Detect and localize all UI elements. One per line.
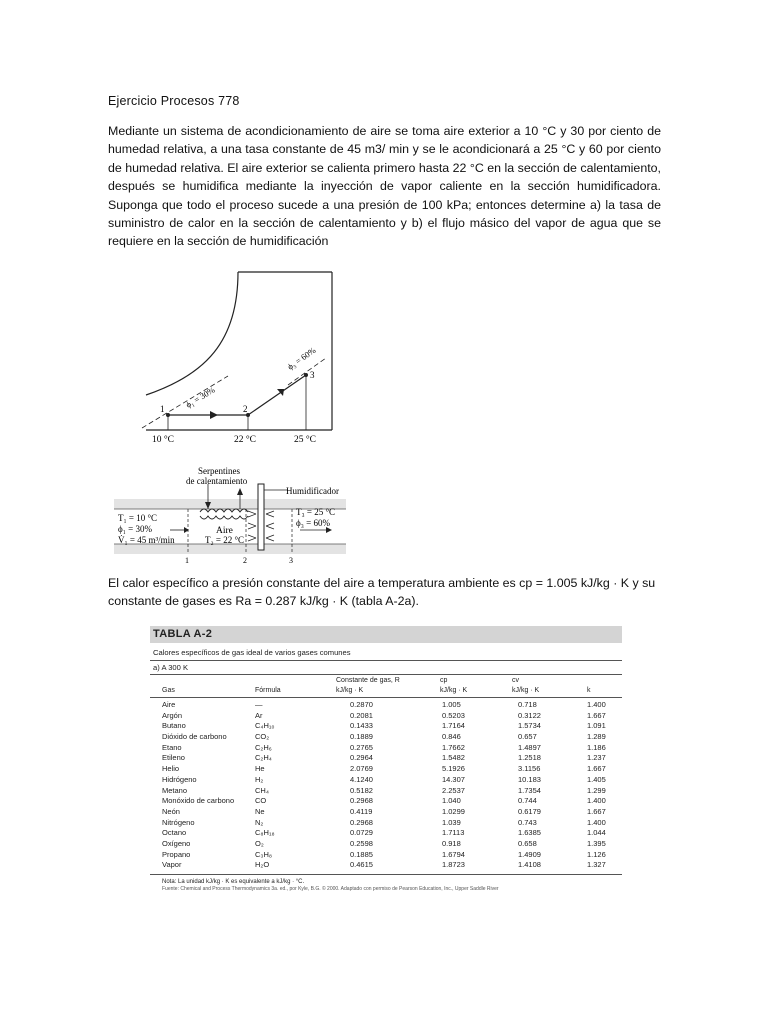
table-source: Fuente: Chemical and Process Thermodynamics 3a. ed., por Kyle, B.G. © 2000. Adaptado con permiso de Pearson Education, Inc., Upper Saddle River — [162, 886, 499, 892]
cell-formula: — — [255, 700, 263, 709]
label-calentamiento: de calentamiento — [186, 476, 248, 486]
cell-formula: CH₄ — [255, 785, 269, 795]
col-formula: Fórmula — [255, 687, 281, 694]
cell-cp: 1.0299 — [442, 806, 465, 816]
humidifier-pipe — [258, 484, 264, 550]
col-gas: Gas — [162, 687, 175, 694]
table-row — [150, 775, 622, 786]
cell-gas: Aire — [162, 700, 176, 709]
table-row — [150, 818, 622, 829]
col-cv-unit: kJ/kg · K — [512, 687, 540, 694]
table-row — [150, 743, 622, 754]
cell-cv: 1.2518 — [518, 753, 541, 763]
cell-cp: 0.846 — [442, 732, 461, 742]
cell-gas: Butano — [162, 721, 186, 731]
table-row — [150, 753, 622, 764]
cell-k: 1.400 — [587, 700, 606, 709]
cell-cp: 1.8723 — [442, 860, 465, 870]
cell-cv: 0.657 — [518, 732, 537, 742]
cell-cv: 0.718 — [518, 700, 537, 709]
cell-formula: C₃H₈ — [255, 849, 272, 859]
col-k: k — [587, 687, 591, 694]
cell-k: 1.667 — [587, 710, 606, 720]
cell-gas: Etileno — [162, 753, 185, 763]
label-humidificador: Humidificador — [286, 486, 339, 496]
cell-k: 1.327 — [587, 860, 606, 870]
cell-formula: H₂O — [255, 860, 270, 870]
cell-k: 1.289 — [587, 732, 606, 742]
label-T1: T₁ = 10 °C — [118, 513, 158, 523]
cell-gas: Etano — [162, 742, 182, 752]
cell-formula: C₂H₆ — [255, 742, 272, 752]
label-point-3: 3 — [310, 370, 315, 380]
table-subtitle: a) A 300 K — [153, 663, 189, 672]
cell-k: 1.186 — [587, 742, 606, 752]
cell-r: 0.2598 — [350, 838, 373, 848]
cell-r: 0.2968 — [350, 796, 373, 806]
cell-k: 1.299 — [587, 785, 606, 795]
exercise-title: Ejercicio Procesos 778 — [108, 94, 240, 108]
cell-cv: 1.7354 — [518, 785, 541, 795]
process-line-humidify — [248, 375, 306, 415]
label-T3: T₃ = 25 °C — [296, 507, 336, 517]
cell-cp: 2.2537 — [442, 785, 465, 795]
cell-formula: N₂ — [255, 817, 264, 827]
cell-cp: 0.5203 — [442, 710, 465, 720]
cell-r: 0.2765 — [350, 742, 373, 752]
table-row — [150, 711, 622, 722]
label-t1: 10 °C — [152, 435, 175, 445]
cell-k: 1.395 — [587, 838, 606, 848]
cell-cp: 1.040 — [442, 796, 461, 806]
cell-formula: C₄H₁₀ — [255, 721, 275, 731]
label-T2: T₂ = 22 °C — [205, 535, 245, 545]
cell-cp: 1.7662 — [442, 742, 465, 752]
cell-gas: Monóxido de carbono — [162, 796, 235, 806]
cell-gas: Argón — [162, 710, 183, 720]
label-point-1: 1 — [160, 404, 165, 414]
table-row — [150, 721, 622, 732]
cell-gas: Nitrógeno — [162, 817, 195, 827]
cell-r: 0.5182 — [350, 785, 373, 795]
cell-cp: 1.7164 — [442, 721, 465, 731]
state-point-3 — [304, 373, 308, 377]
cell-gas: Dióxido de carbono — [162, 732, 227, 742]
table-caption: Calores específicos de gas ideal de varios gases comunes — [153, 648, 351, 657]
cell-cp: 1.005 — [442, 700, 461, 709]
col-cp-unit: kJ/kg · K — [440, 687, 468, 694]
station-3: 3 — [289, 556, 293, 565]
specific-heat-statement: El calor específico a presión constante del aire a temperatura ambiente es cp = 1.005 kJ/kg · K y su constante de gases es Ra = 0.287 kJ/kg · K (tabla A-2a). — [108, 576, 656, 609]
table-row — [150, 850, 622, 861]
cell-cp: 1.039 — [442, 817, 461, 827]
cell-formula: Ar — [255, 710, 263, 720]
label-phi3: ϕ₃ = 60% — [285, 345, 318, 372]
label-serpentines: Serpentines — [198, 466, 240, 476]
cell-k: 1.405 — [587, 774, 606, 784]
cell-cv: 0.6179 — [518, 806, 541, 816]
duct-bottom-wall — [114, 544, 346, 554]
cell-cp: 5.1926 — [442, 764, 465, 774]
label-V1: V̇₁ = 45 m³/min — [118, 535, 175, 545]
table-note: Nota: La unidad kJ/kg · K es equivalente a kJ/kg · °C. — [162, 879, 305, 885]
cell-gas: Oxígeno — [162, 838, 191, 848]
table-row — [150, 796, 622, 807]
cell-r: 2.0769 — [350, 764, 373, 774]
cell-k: 1.400 — [587, 796, 606, 806]
cell-cv: 3.1156 — [518, 764, 541, 774]
saturation-curve — [146, 272, 238, 395]
table-row — [150, 839, 622, 850]
cell-cv: 1.4108 — [518, 860, 541, 870]
cell-cv: 0.744 — [518, 796, 537, 806]
label-phi1: ϕ₁ = 30% — [183, 384, 217, 410]
cell-r: 4.1240 — [350, 774, 373, 784]
cell-cv: 0.743 — [518, 817, 537, 827]
cell-r: 0.4615 — [350, 860, 373, 870]
cell-cv: 10.183 — [518, 774, 541, 784]
cell-cv: 0.658 — [518, 838, 537, 848]
table-row — [150, 807, 622, 818]
station-2: 2 — [243, 556, 247, 565]
cell-gas: Neón — [162, 806, 180, 816]
cell-k: 1.126 — [587, 849, 606, 859]
label-phi1-schematic: ϕ₁ = 30% — [118, 524, 152, 534]
col-R-unit: kJ/kg · K — [336, 687, 364, 694]
cell-cv: 1.5734 — [518, 721, 541, 731]
cell-r: 0.2964 — [350, 753, 373, 763]
cell-cv: 1.4909 — [518, 849, 541, 859]
table-row — [150, 786, 622, 797]
cell-formula: H₂ — [255, 774, 264, 784]
state-point-1 — [166, 413, 170, 417]
heating-coil — [200, 509, 248, 519]
table-row — [150, 764, 622, 775]
cell-k: 1.667 — [587, 806, 606, 816]
cell-cp: 1.7113 — [442, 828, 465, 838]
coil-arrow-out — [237, 488, 243, 495]
cell-cp: 14.307 — [442, 774, 465, 784]
cell-gas: Helio — [162, 764, 180, 774]
cell-cv: 0.3122 — [518, 710, 541, 720]
cell-r: 0.4119 — [350, 806, 373, 816]
cell-r: 0.0729 — [350, 828, 373, 838]
cell-cp: 0.918 — [442, 838, 461, 848]
arrow-heating — [210, 411, 218, 419]
cell-r: 0.1433 — [350, 721, 373, 731]
col-cv-title: cv — [512, 677, 519, 684]
label-point-2: 2 — [243, 404, 248, 414]
cell-k: 1.400 — [587, 817, 606, 827]
label-aire: Aire — [216, 526, 233, 536]
label-phi3-schematic: ϕ₃ = 60% — [296, 518, 330, 528]
table-row — [150, 860, 622, 871]
cell-k: 1.667 — [587, 764, 606, 774]
cell-formula: C₂H₄ — [255, 753, 272, 763]
cell-k: 1.237 — [587, 753, 606, 763]
cell-formula: C₈H₁₈ — [255, 828, 275, 838]
cell-r: 0.1889 — [350, 732, 373, 742]
cell-gas: Propano — [162, 849, 191, 859]
cell-gas: Metano — [162, 785, 188, 795]
cell-gas: Hidrógeno — [162, 774, 197, 784]
cell-gas: Vapor — [162, 860, 182, 870]
cell-cp: 1.5482 — [442, 753, 465, 763]
cell-r: 0.2081 — [350, 710, 373, 720]
label-t3: 25 °C — [294, 435, 317, 445]
station-1: 1 — [185, 556, 189, 565]
cell-cp: 1.6794 — [442, 849, 465, 859]
cell-cv: 1.6385 — [518, 828, 541, 838]
cell-r: 0.1885 — [350, 849, 373, 859]
cell-k: 1.091 — [587, 721, 606, 731]
cell-r: 0.2968 — [350, 817, 373, 827]
table-header-row — [150, 675, 622, 697]
cell-cv: 1.4897 — [518, 742, 541, 752]
cell-gas: Octano — [162, 828, 187, 838]
cell-formula: Ne — [255, 806, 265, 816]
table-row — [150, 700, 622, 711]
cell-r: 0.2870 — [350, 700, 373, 709]
cell-k: 1.044 — [587, 828, 606, 838]
table-row — [150, 732, 622, 743]
col-R-title: Constante de gas, R — [336, 677, 400, 684]
problem-statement: Mediante un sistema de acondicionamiento de aire se toma aire exterior a 10 °C y 30 por ciento de humedad relativa, a una tasa constante de 45 m3/ min y se le acondicionará a 25 °C y 60 por ciento de humedad relativa. El aire exterior se calienta primero hasta 22 °C en la sección de calentamiento, después se humidifica mediante la inyección de vapor caliente en la sección humidificadora. Suponga que todo el proceso sucede a una presión de 100 kPa; entonces determine a) la tasa de suministro de calor en la sección de calentamiento y b) el flujo másico del vapor de agua que se requiere en la sección de humidificación — [108, 124, 661, 249]
gas-properties-table — [150, 626, 622, 904]
col-cp-title: cp — [440, 677, 448, 684]
cell-formula: O₂ — [255, 838, 264, 848]
cell-formula: CO₂ — [255, 732, 270, 742]
table-row — [150, 828, 622, 839]
table-heading: TABLA A-2 — [150, 626, 622, 643]
label-t2: 22 °C — [234, 435, 257, 445]
cell-formula: CO — [255, 796, 267, 806]
cell-formula: He — [255, 764, 265, 774]
